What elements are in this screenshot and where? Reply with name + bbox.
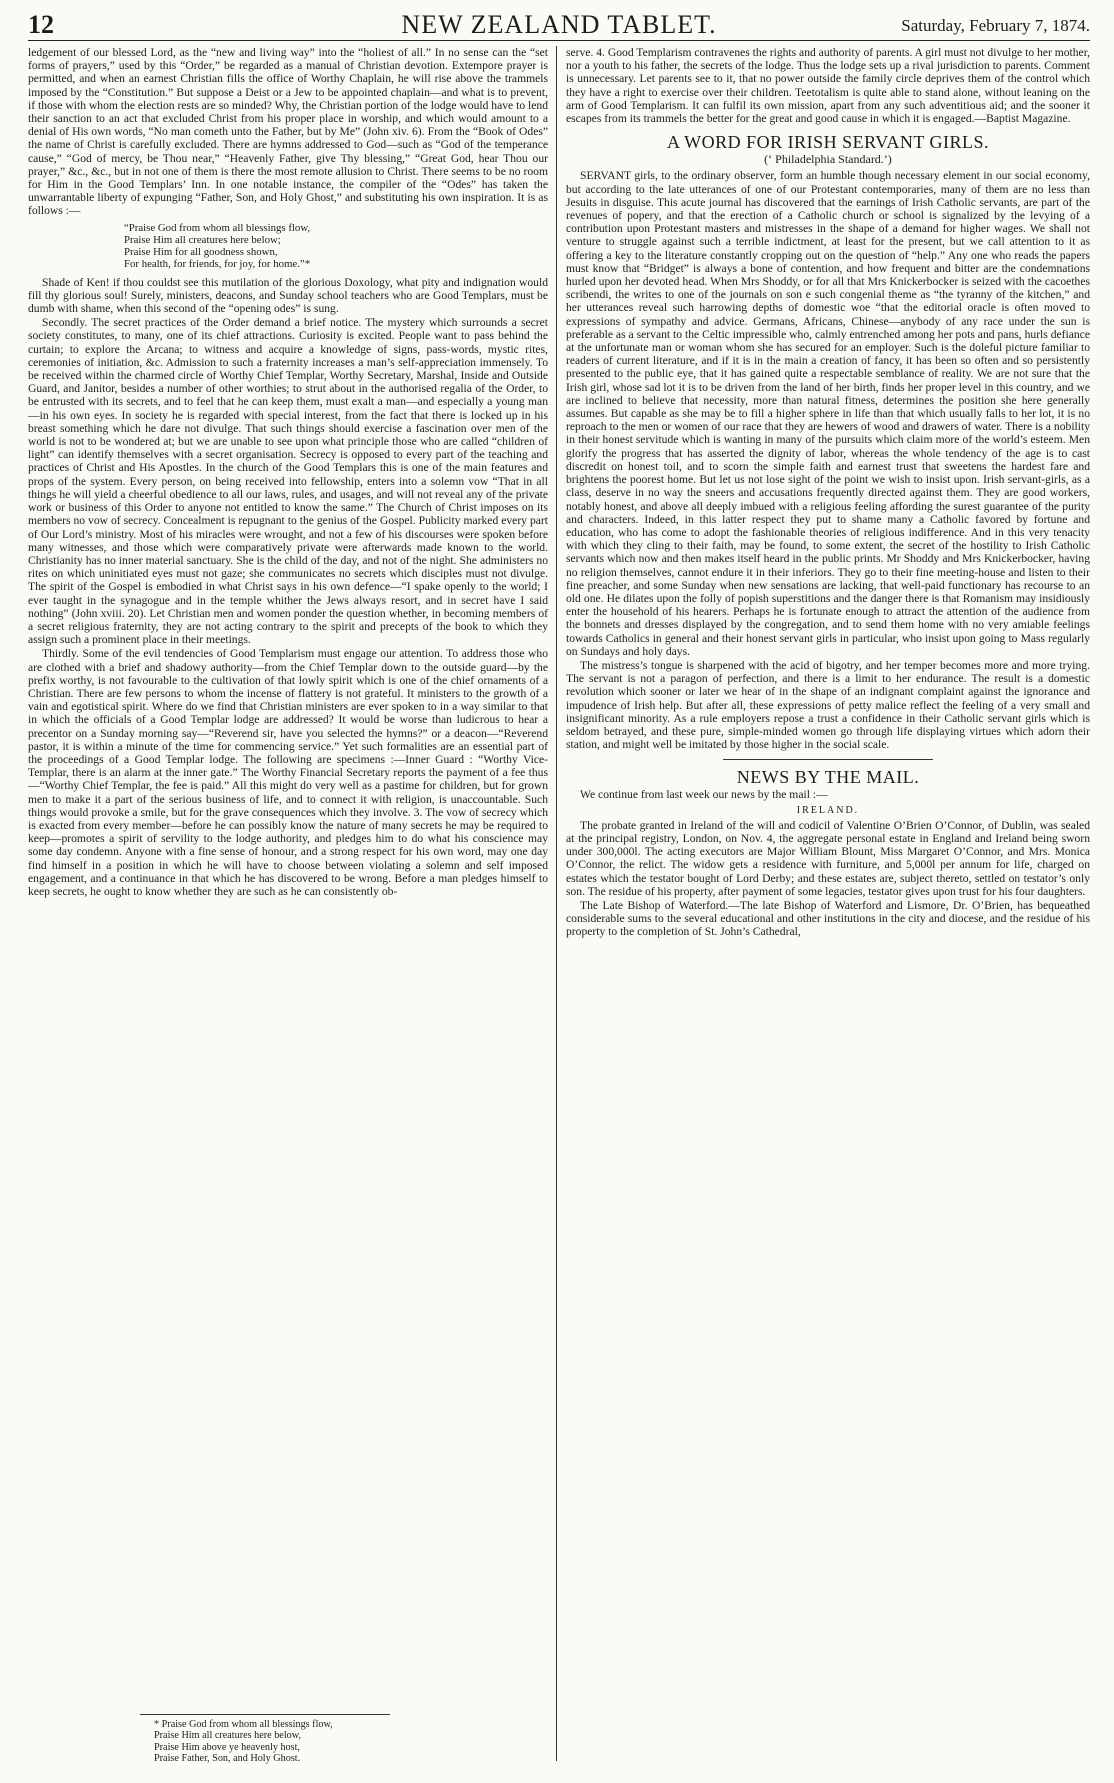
article-title-irish-servant-girls: A WORD FOR IRISH SERVANT GIRLS. xyxy=(666,132,990,153)
footnote-line: Praise Father, Son, and Holy Ghost. xyxy=(154,1753,301,1765)
article-paragraph: SERVANT girls, to the ordinary observer, form an humble though necessary element in our social economy, but according to the late utterances of one of our Protestant contemporaries, many of them are no less than Jesuits in disguise. This acute journal has discovered that the earnings of Irish Catholic servants, are part of the revenues of popery, and that the erection of a Catholic church or school is signalized by the levying of a contribution upon Protestant masters and mistresses in the shape of a demand for higher wages. We shall not venture to struggle against such a terrible indictment, at least for the present, but we call attention to it as offering a key to the literature constantly cropping out on the question of “help.” Any one who reads the papers must know that “Bridget” is always a bone of contention, and how frequent and bitter are the condemnations hurled upon her devoted head. When Mrs Shoddy, or for all that Mrs Knickerbocker is seized with the cacoethes scribendi, the writes to one of the journals on son e such congenial theme as “the tyranny of the kitchen,” and her utterances reveal such harrowing depths of domestic woe “that the editorial oracle is often moved to expressions of sympathy and advice. Germans, Africans, Chinese—anybody of any race under the sun is preferable as a servant to the Celtic impressible who, calmly entrenched among her pots and pans, hurls defiance at the unfortunate man or woman whom she has secured for an employer. Such is the doleful picture familiar to readers of current literature, and if it is in the main a creation of fancy, it has been so often and so persistently presented to the public eye, that it has gained quite a respectable semblance of reality. We are not sure that the Irish girl, whose sad lot it is to be driven from the land of her birth, finds her proper level in this country, and we are inclined to believe that necessity, more than natural fitness, determines the position she here generally assumes. But capable as she may be to fill a higher sphere in life than that which usually falls to her lot, it is no reproach to the men or women of our race that they are hewers of wood and drawers of water. There is a nobility in their honest servitude which is wanting in many of the pursuits which claim more of the world’s esteem. Men glorify the progress that has asserted the dignity of labor, whereas the whole tendency of the age is to cast discredit on honest toil, and to scorn the simple faith and earnest trust that sweetens the hardest fare and brightens the poorest home. But let us not lose sight of the point we wish to insist upon. Irish servant-girls, as a class, deserve in no way the sneers and accusations frequently directed against them. They are good workers, notably honest, and above all deeply imbued with a religious feeling affording the surest guarantee of the purity and characters. Indeed, in this latter respect they put to shame many a Catholic favored by fortune and education, who has come to adopt the fashionable theories of religious indifference. And in this very tenacity with which they cling to their faith, may be found, to some extent, the secret of the hostility to Irish Catholic servants which now and then makes itself heard in the public prints. Mr Shoddy and Mrs Knickerbocker, having no religion themselves, cannot endure it in their inferiors. They go to their fine meeting-house and listen to their fine preacher, and some Sunday when new sensations are lacking, that well-paid functionary has recourse to an old one. He dilates upon the folly of popish superstitions and the danger there is that Romanism may insidiously enter the household of his hearers. Perhaps he is fortunate enough to attract the attention of the audience from the bonnets and dresses displayed by the congregation, and to send them home with no very amiable feelings towards Catholics in general and their honest servant girls in particular, who insist upon going to Mass regularly on Sundays and holy days. xyxy=(566,169,1090,658)
column-divider xyxy=(556,46,557,1761)
footnote-line: Praise Him all creatures here below, xyxy=(154,1730,301,1742)
footnote-line: * Praise God from whom all blessings flow, xyxy=(154,1718,333,1730)
left-column xyxy=(28,46,548,1746)
article-intro: We continue from last week our news by the mail :— xyxy=(580,788,828,802)
issue-date: Saturday, February 7, 1874. xyxy=(901,16,1090,35)
left-paragraph: ledgement of our blessed Lord, as the “new and living way” into the “holiest of all.” In no sense can the “set forms of prayers,” used by this “Order,” be regarded as a manual of Christian devotion. Extempore prayer is permitted, and when an earnest Christian fills the office of Worthy Chaplain, he will rise above the trammels imposed by the “Constitution.” But suppose a Deist or a Jew to be appointed chaplain—and what is to prevent, if those with whom the election rests are so minded? Why, the Christian portion of the lodge would have to lend their sanction to an act that excluded Christ from his proper place in worship, and which would amount to a denial of His own words, “No man cometh unto the Father, but by Me” (John xiv. 6). From the “Book of Odes” the name of Christ is carefully excluded. There are hymns addressed to God—such as “God of the temperance cause,” “God of mercy, be Thou near,” “Heavenly Father, give Thy blessing,” “Great God, hear Thou our prayer,” &c., &c., but in not one of them is there the most remote allusion to Christ. There seems to be no room for Him in the Good Templars’ Inn. In one notable instance, the compiler of the “Odes” has taken the unwarrantable liberty of expunging “Father, Son, and Holy Ghost,” and substituting his own inspiration. It is as follows :— xyxy=(28,46,548,218)
right-intro-paragraph: serve. 4. Good Templarism contravenes the rights and authority of parents. A girl must not divulge to her mother, nor a youth to his father, the secrets of the lodge. Thus the lodge sets up a rival jurisdiction to parents. Comment is unnecessary. Let parents see to it, that no power outside the family circle deprives them of the control which they have a right to exercise over their children. Teetotalism is quite able to stand alone, without leaning on the arm of Good Templarism. It can fulfil its own mission, apart from any such adventitious aid; and the sooner it escapes from its trammels the better for the great and good cause in which it is engaged.—Baptist Magazine. xyxy=(566,46,1090,126)
left-paragraph: Thirdly. Some of the evil tendencies of Good Templarism must engage our attention. To address those who are clothed with a brief and shadowy authority—from the Chief Templar down to the outside guard—by the prefix worthy, is not favourable to the cultivation of that lowly spirit which is one of the chief ornaments of a Christian. There are few persons to whom the incense of flattery is not grateful. It ministers to the growth of a vain and egotistical spirit. Where do we find that Christian ministers are ever spoken to in a way similar to that in which the officials of a Good Templar lodge are addressed? It would be worse than ludicrous to hear a precentor on a Sunday morning say—“Reverend sir, have you selected the hymns?” or a deacon—“Reverend pastor, it is within a minute of the time for commencing service.” Yet such formalities are an essential part of the proceedings of a Good Templar lodge. The following are specimens :—Inner Guard : “Worthy Vice-Templar, there is an alarm at the inner gate.” The Worthy Financial Secretary reports the payment of a fee thus—“Worthy Chief Templar, the fee is paid.” All this might do very well as a pastime for children, but for grown men to make it a part of the serious business of life, and to connect it with religion, is unaccountable. Such things would provoke a smile, but for the grave consequences which they involve. 3. The vow of secrecy which is exacted from every member—before he can possibly know the nature of many secrets he may be required to keep—promotes a spirit of servility to the lodge authority, and pledges him to do what his conscience may some day condemn. Anyone with a fine sense of honour, and a strong respect for his own word, may one day find himself in a position in which he will have to choose between violating a solemn and self imposed engagement, and a continuance in that which he has discovered to be wrong. Before a man pledges himself to keep secrets, he ought to know whether they are such as he can consistently ob- xyxy=(28,647,548,898)
article-title-news-by-mail: NEWS BY THE MAIL. xyxy=(736,767,920,788)
masthead xyxy=(28,10,1090,41)
poem-line: “Praise God from whom all blessings flow, xyxy=(124,221,311,234)
poem-line: Praise Him for all goodness shown, xyxy=(124,245,278,258)
left-paragraph: Secondly. The secret practices of the Order demand a brief notice. The mystery which surrounds a secret society constitutes, to many, one of its chief attractions. Curiosity is excited. People want to pass behind the curtain; to explore the Arcana; to witness and acquire a knowledge of signs, pass-words, mystic rites, ceremonies of initiation, &c. Admission to such a fraternity increases a man’s self-appreciation immensely. To be received within the charmed circle of Worthy Chief Templar, Worthy Secretary, Marshal, Inside and Outside Guard, and Janitor, besides a number of other worthies; to strut about in the authorised regalia of the Order, to be entrusted with its secrets, and to feel that he can keep them, must exalt a man—and especially a young man—in his own eyes. In society he is regarded with special interest, from the fact that there is locked up in his breast something which he dare not divulge. That such things should exercise a fascination over men of the world is not to be wondered at; but we are unable to see upon what principle those who are called “children of light” can identify themselves with a secret organisation. Secrecy is opposed to every part of the teaching and practices of Christ and His Apostles. In the church of the Good Templars this is one of the main features and props of the system. Every person, on being received into fellowship, enters into a solemn vow “That in all things he will yield a cheerful obedience to all our laws, rules, and usages, and will not reveal any of the private work or business of this Order to anyone not entitled to know the same.” The Church of Christ imposes on its members no vow of secrecy. Concealment is repugnant to the genius of the Gospel. Publicity marked every part of Our Lord’s ministry. Most of his miracles were wrought, and not a few of his discourses were spoken before many witnesses, and those which were comparatively private were afterwards made known to the world. Christianity has no inner material sanctuary. She is the child of the day, and not of the night. She administers no rites on which uninitiated eyes must not gaze; she communicates no secrets which disciples must not divulge. The spirit of the Gospel is embodied in what Christ says in his own defence—“I spake openly to the world; I ever taught in the synagogue and in the temple whither the Jews always resort, and in secret have I said nothing” (John xviii. 20). Let Christian men and women ponder the question whether, in becoming members of a secret religious fraternity, they are not acting contrary to the spirit and precepts of the book to which they assign such a prominent place in their meetings. xyxy=(28,316,548,647)
footnote xyxy=(140,1714,390,1765)
poem-line: Praise Him all creatures here below; xyxy=(124,233,281,246)
newspaper-title: NEW ZEALAND TABLET. xyxy=(401,10,717,39)
article-paragraph: The mistress’s tongue is sharpened with the acid of bigotry, and her temper becomes more and more trying. The servant is not a paragon of perfection, and there is a limit to her endurance. The result is a domestic revolution which sooner or later we hear of in the shape of an indignant complaint against the ignorance and impudence of Irish help. But after all, these expressions of petty malice reflect the feeling of a very small and insignificant minority. As a rule employers repose a trust a confidence in their Catholic servant girls which is seldom betrayed, and these pure, simple-minded women go through life displaying virtues which adorn their station, and might well be imitated by those higher in the social scale. xyxy=(566,658,1090,752)
footnote-divider xyxy=(140,1714,390,1715)
left-paragraph: Shade of Ken! if thou couldst see this mutilation of the glorious Doxology, what pity and indignation would fill thy glorious soul! Surely, ministers, deacons, and Sunday school teachers who are Good Templars, must be dumb with shame, when this second of the “opening odes” is sung. xyxy=(28,275,548,316)
article-paragraph: The probate granted in Ireland of the will and codicil of Valentine O’Brien O’Connor, of Dublin, was sealed at the principal registry, London, on Nov. 4, the aggregate personal estate in England and Ireland being sworn under 300,000l. The acting executors are Major William Blount, Miss Margaret O’Connor, and Mrs. Monica O’Connor, the relict. The widow gets a residence with furniture, and 5,000l per annum for life, charged on estates which the testator bought of Lord Derby; and these estates are, subject thereto, settled on testator’s only son. The residue of his property, after payment of some legacies, testator gives upon trust for his four daughters. xyxy=(566,818,1090,898)
poem-line: For health, for friends, for joy, for home.”* xyxy=(124,257,311,270)
section-label-ireland: IRELAND. xyxy=(796,804,860,816)
article-source: (‘ Philadelphia Standard.’) xyxy=(764,152,892,167)
footnote-line: Praise Him above ye heavenly host, xyxy=(154,1741,300,1753)
article-paragraph: The Late Bishop of Waterford.—The late Bishop of Waterford and Lismore, Dr. O’Brien, has bequeathed considerable sums to the several educational and other institutions in the city and diocese, and the residue of his property to the completion of St. John’s Cathedral, xyxy=(566,898,1090,939)
doxology-poem xyxy=(124,222,548,270)
right-column xyxy=(566,46,1090,1766)
page-number: 12 xyxy=(28,10,54,39)
article-divider xyxy=(723,759,933,760)
